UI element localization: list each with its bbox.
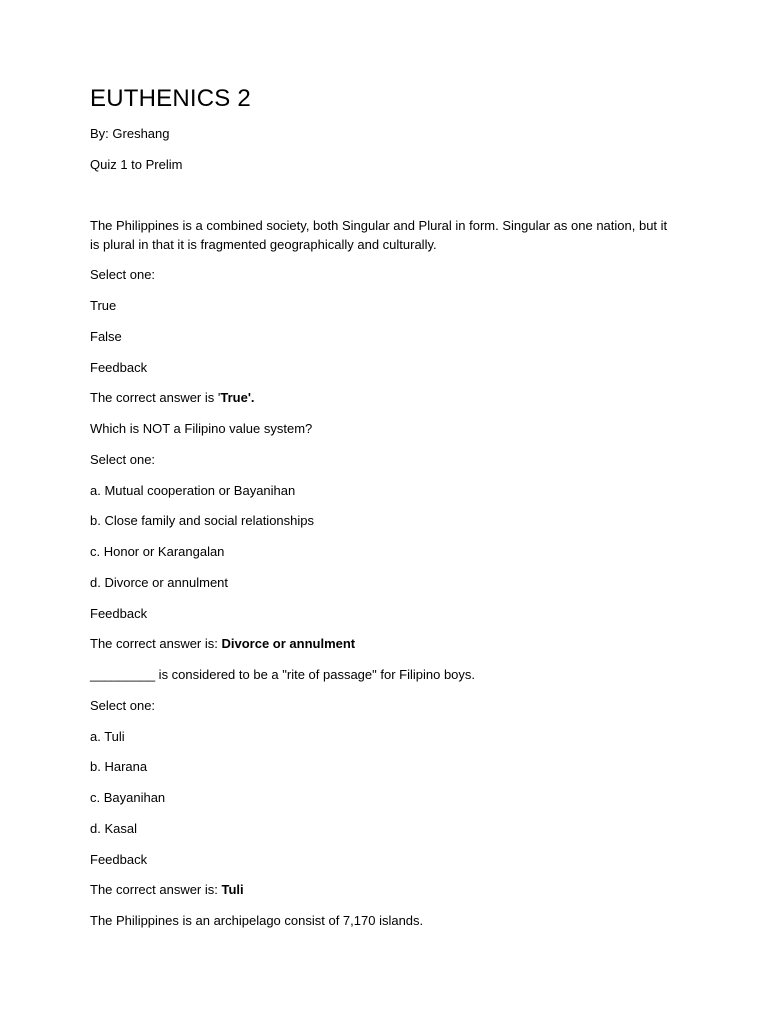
answer-value: True <box>220 390 248 405</box>
question-3-option-d: d. Kasal <box>90 821 137 836</box>
answer-prefix: The correct answer is: <box>90 882 222 897</box>
question-1-option-false: False <box>90 329 122 344</box>
question-1-correct-answer <box>90 388 690 407</box>
question-2-select-label: Select one: <box>90 452 156 467</box>
question-1-option-true: True <box>90 298 117 313</box>
question-3-feedback-label: Feedback <box>90 852 148 867</box>
answer-value: Tuli <box>221 882 244 897</box>
question-2-text: Which is NOT a Filipino value system? <box>90 421 313 436</box>
document-byline: By: Greshang <box>90 126 170 141</box>
question-2-option-d: d. Divorce or annulment <box>90 575 229 590</box>
question-1-feedback-label: Feedback <box>90 360 148 375</box>
question-3-option-a: a. Tuli <box>90 729 125 744</box>
question-2-option-c: c. Honor or Karangalan <box>90 544 225 559</box>
document-title: EUTHENICS 2 <box>90 85 251 112</box>
question-2-option-a: a. Mutual cooperation or Bayanihan <box>90 483 296 498</box>
answer-prefix: The correct answer is: <box>90 636 222 651</box>
question-2-option-b: b. Close family and social relationships <box>90 513 314 528</box>
question-3-correct-answer <box>90 880 690 899</box>
answer-prefix: The correct answer is ' <box>90 390 221 405</box>
question-1-text: The Philippines is a combined society, both Singular and Plural in form. Singular as one nation, but it is plural in that it is fragmented geographically and culturally. <box>90 218 668 252</box>
document-subtitle: Quiz 1 to Prelim <box>90 157 183 172</box>
question-3-option-b: b. Harana <box>90 759 148 774</box>
answer-suffix: '. <box>247 390 255 405</box>
question-4-text: The Philippines is an archipelago consist of 7,170 islands. <box>90 913 424 928</box>
question-1-select-label: Select one: <box>90 267 156 282</box>
answer-value: Divorce or annulment <box>221 636 356 651</box>
question-3-select-label: Select one: <box>90 698 156 713</box>
question-3-option-c: c. Bayanihan <box>90 790 166 805</box>
question-2-feedback-label: Feedback <box>90 606 148 621</box>
question-3-text: _________ is considered to be a "rite of passage" for Filipino boys. <box>90 667 476 682</box>
question-2-correct-answer <box>90 634 690 653</box>
